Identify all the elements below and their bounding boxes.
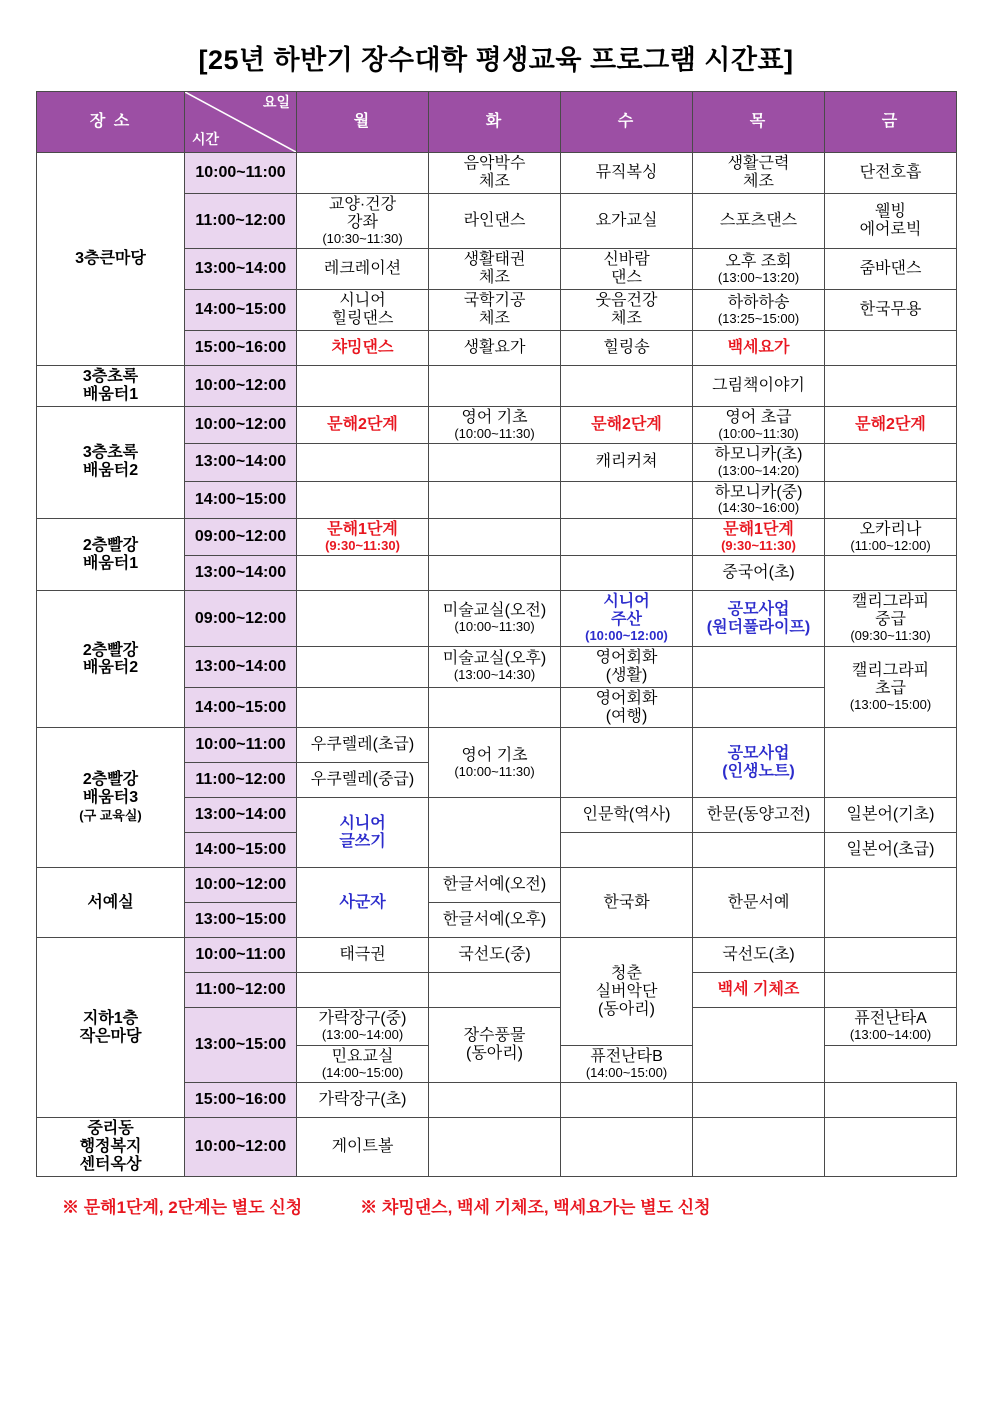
class-cell-mon xyxy=(297,556,429,591)
class-cell-wed: 인문학(역사) xyxy=(561,798,693,833)
class-cell-wed xyxy=(561,556,693,591)
class-cell-mon: 우쿠렐레(초급) xyxy=(297,728,429,763)
header-day-tue: 화 xyxy=(429,92,561,153)
table-row xyxy=(37,153,957,194)
class-cell-wed: 영어회화 (생활) xyxy=(561,646,693,687)
class-cell-fri xyxy=(825,556,957,591)
class-cell-fri: 일본어(기초) xyxy=(825,798,957,833)
class-time-sub: (13:00~13:20) xyxy=(717,269,800,285)
place-cell: 중리동 행정복지 센터옥상 xyxy=(37,1118,185,1177)
time-cell: 10:00~12:00 xyxy=(185,365,297,406)
table-row xyxy=(37,591,957,646)
class-cell-tue xyxy=(693,833,825,868)
place-cell: 2층빨강 배움터1 xyxy=(37,518,185,590)
class-cell-tue: 생활요가 xyxy=(429,330,561,365)
class-cell-wed xyxy=(561,728,693,798)
class-cell-fri xyxy=(825,868,957,938)
place-cell: 3층초록 배움터1 xyxy=(37,365,185,406)
class-cell-thu: 국선도(초) xyxy=(693,938,825,973)
class-cell-wed xyxy=(561,1118,693,1177)
class-cell-thu: 그림책이야기 xyxy=(693,365,825,406)
class-cell-fri: 줌바댄스 xyxy=(825,249,957,290)
table-row xyxy=(37,728,957,763)
notes-area xyxy=(36,1193,956,1218)
class-cell-tue: 영어 기초 (10:00~11:30) xyxy=(429,728,561,798)
table-row xyxy=(37,518,957,555)
note-2: ※ 챠밍댄스, 백세 기체조, 백세요가는 별도 신청 xyxy=(360,1198,711,1218)
time-cell: 15:00~16:00 xyxy=(185,330,297,365)
class-cell-mon: 태극권 xyxy=(297,938,429,973)
time-cell: 13:00~15:00 xyxy=(185,1008,297,1083)
time-cell: 10:00~12:00 xyxy=(185,1118,297,1177)
class-cell-mon: 레크레이션 xyxy=(297,249,429,290)
class-time-sub: (09:30~11:30) xyxy=(850,628,931,644)
time-cell: 14:00~15:00 xyxy=(185,687,297,728)
time-cell: 13:00~14:00 xyxy=(185,444,297,481)
class-cell-fri xyxy=(825,1118,957,1177)
class-time-sub: (13:25~15:00) xyxy=(717,310,800,326)
header-day-mon: 월 xyxy=(297,92,429,153)
header-row xyxy=(37,92,957,153)
place-cell: 3층큰마당 xyxy=(37,153,185,366)
class-cell-wed: 힐링송 xyxy=(561,330,693,365)
class-cell-wed: 웃음건강 체조 xyxy=(561,289,693,330)
class-cell-thu: 중국어(초) xyxy=(693,556,825,591)
time-cell: 10:00~11:00 xyxy=(185,728,297,763)
class-cell-wed: 신바람 댄스 xyxy=(561,249,693,290)
class-time-sub: (14:00~15:00) xyxy=(585,1064,668,1080)
time-cell: 14:00~15:00 xyxy=(185,481,297,518)
class-cell-mon xyxy=(297,591,429,646)
class-time-sub: (14:30~16:00) xyxy=(717,500,800,516)
time-cell: 09:00~12:00 xyxy=(185,518,297,555)
class-cell-mon: 챠밍댄스 xyxy=(297,330,429,365)
class-cell-fri: 한국무용 xyxy=(825,289,957,330)
table-row xyxy=(37,406,957,443)
class-time-sub: (11:00~12:00) xyxy=(850,537,931,553)
class-time-sub: (10:00~12:00) xyxy=(585,628,668,644)
place-cell: 2층빨강 배움터3 (구 교육실) xyxy=(37,728,185,868)
class-cell-mon: 우쿠렐레(중급) xyxy=(297,763,429,798)
class-cell-wed: 문해2단계 xyxy=(561,406,693,443)
class-cell-tue: 국학기공 체조 xyxy=(429,289,561,330)
class-cell-mon: 교양·건강 강좌 (10:30~11:30) xyxy=(297,193,429,248)
class-cell-thu xyxy=(693,687,825,728)
class-time-sub: (9:30~11:30) xyxy=(721,537,796,553)
class-cell-wed: 청춘 실버악단 (동아리) xyxy=(561,938,693,1045)
class-cell-tue: 미술교실(오전) (10:00~11:30) xyxy=(429,591,561,646)
header-place: 장 소 xyxy=(37,92,185,153)
header-day-wed: 수 xyxy=(561,92,693,153)
class-cell-wed: 영어회화 (여행) xyxy=(561,687,693,728)
class-cell-thu: 퓨전난타A (13:00~14:00) xyxy=(825,1008,957,1045)
class-cell-mon xyxy=(297,973,429,1008)
class-cell-fri xyxy=(825,365,957,406)
time-cell: 11:00~12:00 xyxy=(185,973,297,1008)
class-cell-wed: 일본어(초급) xyxy=(825,833,957,868)
place-cell: 서예실 xyxy=(37,868,185,938)
place-cell: 지하1층 작은마당 xyxy=(37,938,185,1118)
table-row xyxy=(37,365,957,406)
class-cell-fri: 웰빙 에어로빅 xyxy=(825,193,957,248)
table-head xyxy=(37,92,957,153)
class-cell-tue xyxy=(429,798,561,868)
class-cell-tue xyxy=(429,518,561,555)
class-cell-fri xyxy=(825,330,957,365)
class-cell-wed xyxy=(561,481,693,518)
class-cell-mon: 한글서예(오후) xyxy=(429,903,561,938)
time-cell: 10:00~11:00 xyxy=(185,938,297,973)
class-cell-thu: 공모사업(인생노트) xyxy=(693,728,825,798)
page-title: [25년 하반기 장수대학 평생교육 프로그램 시간표] xyxy=(198,45,794,75)
class-time-sub: (14:00~15:00) xyxy=(321,1064,404,1080)
class-cell-thu: 문해1단계 (9:30~11:30) xyxy=(693,518,825,555)
class-time-sub: (13:00~15:00) xyxy=(849,696,932,712)
note-1: ※ 문해1단계, 2단계는 별도 신청 xyxy=(62,1198,303,1218)
class-cell-tue xyxy=(429,365,561,406)
table-body xyxy=(37,153,957,1177)
time-cell: 09:00~12:00 xyxy=(185,591,297,646)
class-cell-thu: 한문(동양고전) xyxy=(693,798,825,833)
class-cell-fri: 캘리그라피 중급 (09:30~11:30) xyxy=(825,591,957,646)
class-time-sub: (9:30~11:30) xyxy=(325,537,400,553)
time-cell: 14:00~15:00 xyxy=(185,833,297,868)
time-cell: 11:00~12:00 xyxy=(185,763,297,798)
class-cell-wed xyxy=(561,1083,693,1118)
class-cell-fri xyxy=(825,481,957,518)
schedule-table xyxy=(36,91,957,1177)
class-cell-tue: 퓨전난타B (14:00~15:00) xyxy=(561,1045,693,1082)
time-cell: 13:00~15:00 xyxy=(185,903,297,938)
time-cell: 11:00~12:00 xyxy=(185,193,297,248)
class-cell-mon xyxy=(297,481,429,518)
class-time-sub: (10:30~11:30) xyxy=(322,230,403,246)
time-cell: 13:00~14:00 xyxy=(185,798,297,833)
class-cell-fri: 단전호흡 xyxy=(825,153,957,194)
class-cell-tue xyxy=(429,687,561,728)
class-cell-mon: 가락장구(중) (13:00~14:00) xyxy=(297,1008,429,1045)
class-cell-tue: 음악박수 체조 xyxy=(429,153,561,194)
class-cell-wed: 캐리커쳐 xyxy=(561,444,693,481)
class-cell-tue: 생활태권 체조 xyxy=(429,249,561,290)
class-cell-tue: 국선도(중) xyxy=(429,938,561,973)
class-cell-tue: 장수풍물 (동아리) xyxy=(429,1008,561,1083)
class-cell-wed xyxy=(693,1008,825,1083)
place-sub-label: (구 교육실) xyxy=(79,807,142,823)
table-row xyxy=(37,938,957,973)
header-day-thu: 목 xyxy=(693,92,825,153)
class-cell-thu: 공모사업 (원더풀라이프) xyxy=(693,591,825,646)
class-cell-tue xyxy=(429,444,561,481)
class-cell-thu xyxy=(693,646,825,687)
class-time-sub: (13:00~14:30) xyxy=(453,667,536,683)
class-cell-wed: 뮤직복싱 xyxy=(561,153,693,194)
class-cell-tue: 미술교실(오후) (13:00~14:30) xyxy=(429,646,561,687)
class-cell-mon xyxy=(561,833,693,868)
class-cell-tue: 한글서예(오전) xyxy=(429,868,561,903)
class-cell-mon: 가락장구(초) xyxy=(297,1083,429,1118)
class-cell-mon: 시니어 힐링댄스 xyxy=(297,289,429,330)
class-cell-thu xyxy=(825,973,957,1008)
class-time-sub: (13:00~14:00) xyxy=(849,1027,932,1043)
place-cell: 3층초록 배움터2 xyxy=(37,406,185,518)
header-dow-label: 요일 xyxy=(262,94,290,110)
class-cell-thu: 하모니카(중) (14:30~16:00) xyxy=(693,481,825,518)
table-row xyxy=(37,868,957,903)
class-cell-mon: 민요교실 (14:00~15:00) xyxy=(297,1045,429,1082)
class-cell-tue xyxy=(429,556,561,591)
class-cell-mon: 사군자 xyxy=(297,868,429,938)
class-cell-wed: 시니어 주산 (10:00~12:00) xyxy=(561,591,693,646)
class-cell-wed: 백세 기체조 xyxy=(693,973,825,1008)
class-time-sub: (13:00~14:00) xyxy=(321,1027,404,1043)
class-cell-mon: 게이트볼 xyxy=(297,1118,429,1177)
class-cell-thu: 하모니카(초) (13:00~14:20) xyxy=(693,444,825,481)
class-cell-thu: 생활근력 체조 xyxy=(693,153,825,194)
class-cell-mon: 문해2단계 xyxy=(297,406,429,443)
time-cell: 14:00~15:00 xyxy=(185,289,297,330)
class-time-sub: (10:00~11:30) xyxy=(454,619,535,635)
class-cell-thu: 한문서예 xyxy=(693,868,825,938)
place-cell: 2층빨강 배움터2 xyxy=(37,591,185,728)
class-time-sub: (13:00~14:20) xyxy=(717,462,800,478)
class-cell-tue: 영어 기초 (10:00~11:30) xyxy=(429,406,561,443)
class-cell-thu: 스포츠댄스 xyxy=(693,193,825,248)
header-day-fri: 금 xyxy=(825,92,957,153)
time-cell: 13:00~14:00 xyxy=(185,646,297,687)
class-time-sub: (10:00~11:30) xyxy=(718,425,799,441)
class-cell-mon xyxy=(297,444,429,481)
class-cell-tue: 라인댄스 xyxy=(429,193,561,248)
time-cell: 10:00~11:00 xyxy=(185,153,297,194)
class-cell-thu: 하하하송 (13:25~15:00) xyxy=(693,289,825,330)
class-cell-thu xyxy=(693,1083,825,1118)
class-time-sub: (10:00~11:30) xyxy=(454,763,535,779)
class-cell-mon xyxy=(297,687,429,728)
class-cell-mon: 문해1단계 (9:30~11:30) xyxy=(297,518,429,555)
class-cell-tue xyxy=(429,973,561,1008)
class-cell-thu: 백세요가 xyxy=(693,330,825,365)
class-cell-fri xyxy=(825,938,957,973)
class-cell-mon xyxy=(297,365,429,406)
time-cell: 10:00~12:00 xyxy=(185,868,297,903)
class-cell-wed: 한국화 xyxy=(561,868,693,938)
header-day-time xyxy=(185,92,297,153)
class-cell-tue xyxy=(429,481,561,518)
class-cell-tue xyxy=(429,1118,561,1177)
class-cell-fri: 오카리나 (11:00~12:00) xyxy=(825,518,957,555)
class-cell-thu xyxy=(693,1118,825,1177)
class-cell-fri: 문해2단계 xyxy=(825,406,957,443)
table-row xyxy=(37,1118,957,1177)
header-time-label: 시간 xyxy=(192,131,220,148)
time-cell: 13:00~14:00 xyxy=(185,249,297,290)
class-cell-mon xyxy=(297,646,429,687)
class-cell-tue xyxy=(429,1083,561,1118)
time-cell: 13:00~14:00 xyxy=(185,556,297,591)
class-time-sub: (10:00~11:30) xyxy=(454,425,535,441)
class-cell-mon xyxy=(297,153,429,194)
class-cell-fri xyxy=(825,444,957,481)
class-cell-wed xyxy=(561,365,693,406)
time-cell: 15:00~16:00 xyxy=(185,1083,297,1118)
class-cell-fri xyxy=(825,1083,957,1118)
class-cell-mon: 시니어 글쓰기 xyxy=(297,798,429,868)
class-cell-thu: 오후 조회 (13:00~13:20) xyxy=(693,249,825,290)
time-cell: 10:00~12:00 xyxy=(185,406,297,443)
class-cell-fri xyxy=(825,728,957,798)
class-cell-fri: 캘리그라피 초급 (13:00~15:00) xyxy=(825,646,957,728)
class-cell-thu: 영어 초급 (10:00~11:30) xyxy=(693,406,825,443)
class-cell-wed: 요가교실 xyxy=(561,193,693,248)
class-cell-wed xyxy=(561,518,693,555)
